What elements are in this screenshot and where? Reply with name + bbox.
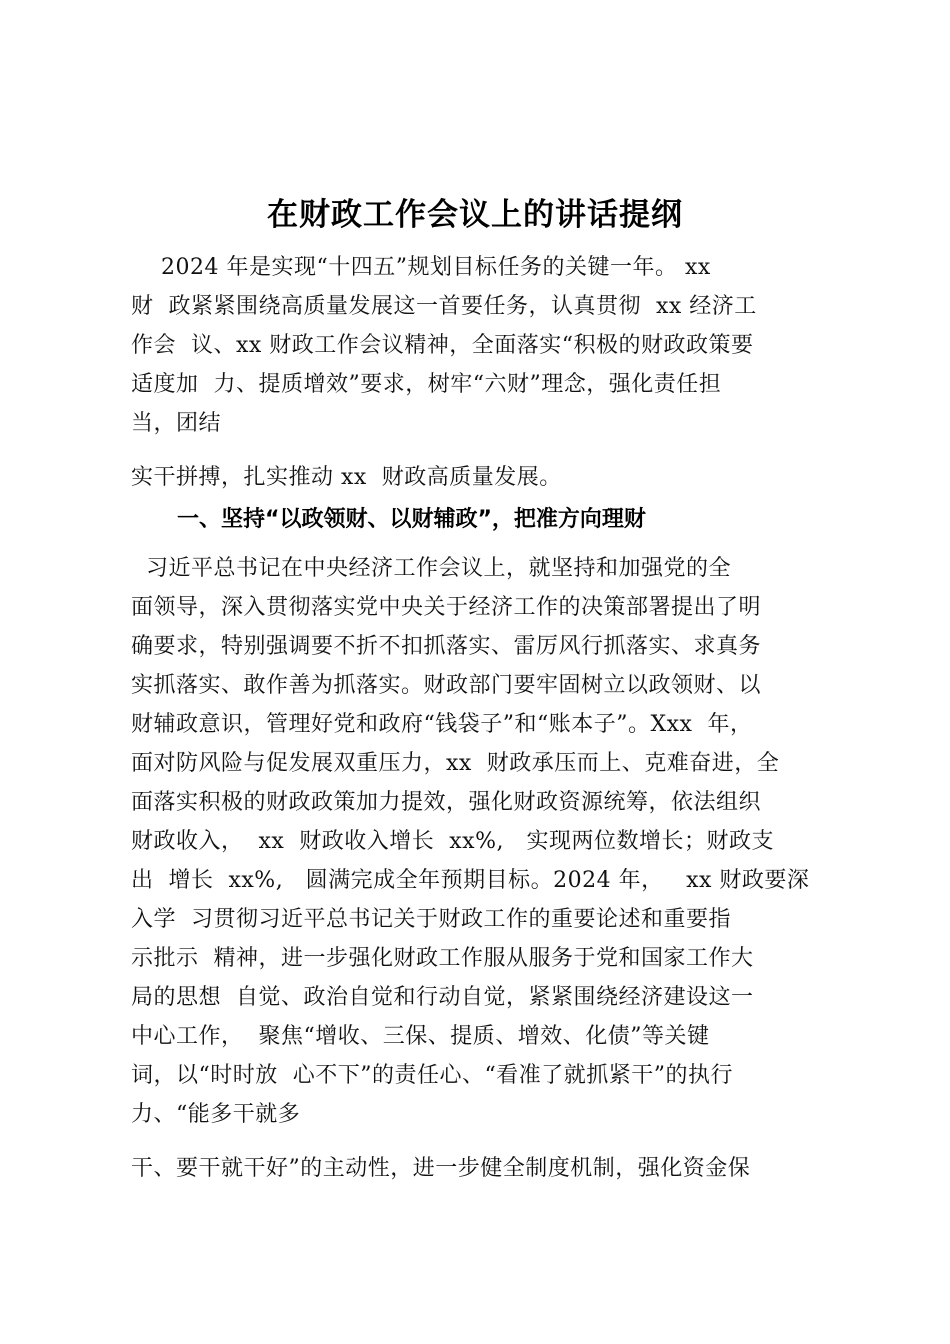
paragraph-line: 力、“能多干就多 xyxy=(131,1102,301,1127)
paragraph-line: 面对防风险与促发展双重压力，xx 财政承压而上、克难奋进，全 xyxy=(131,751,780,776)
paragraph-line: 适度加 力、提质增效”要求，树牢“六财”理念，强化责任担 xyxy=(131,372,722,397)
paragraph-line: 确要求，特别强调要不折不扣抓落实、雷厉风行抓落实、求真务 xyxy=(131,634,762,659)
paragraph-line: 入学 习贯彻习近平总书记关于财政工作的重要论述和重要指 xyxy=(131,907,731,932)
section-heading: 一、坚持“以政领财、以财辅政”，把准方向理财 xyxy=(177,507,646,532)
paragraph-line: 干、要干就干好”的主动性，进一步健全制度机制，强化资金保 xyxy=(131,1156,751,1181)
document-title: 在财政工作会议上的讲话提纲 xyxy=(267,197,683,233)
paragraph-line: 词，以“时时放 心不下”的责任心、“看准了就抓紧干”的执行 xyxy=(131,1063,733,1088)
paragraph-line: 2024 年是实现“十四五”规划目标任务的关键一年。 xx xyxy=(131,255,711,280)
paragraph-line: 习近平总书记在中央经济工作会议上，就坚持和加强党的全 xyxy=(131,556,731,581)
paragraph-line: 实干拼搏，扎实推动 xx 财政高质量发展。 xyxy=(131,465,562,490)
paragraph-line: 示批示 精神，进一步强化财政工作服从服务于党和国家工作大 xyxy=(131,946,754,971)
paragraph-line: 实抓落实、敢作善为抓落实。财政部门要牢固树立以政领财、以 xyxy=(131,673,762,698)
paragraph-line: 财政收入， xx 财政收入增长 xx%, 实现两位数增长；财政支 xyxy=(131,829,774,854)
paragraph-line: 财辅政意识，管理好党和政府“钱袋子”和“账本子”。Xxx 年， xyxy=(131,712,753,737)
paragraph-line: 出 增长 xx%, 圆满完成全年预期目标。2024 年， xx 财政要深 xyxy=(131,868,810,893)
paragraph-line: 中心工作， 聚焦“增收、三保、提质、增效、化债”等关键 xyxy=(131,1024,710,1049)
paragraph-line: 局的思想 自觉、政治自觉和行动自觉，紧紧围绕经济建设这一 xyxy=(131,985,754,1010)
paragraph-line: 作会 议、xx 财政工作会议精神，全面落实“积极的财政政策要 xyxy=(131,333,754,358)
paragraph-line: 财 政紧紧围绕高质量发展这一首要任务，认真贯彻 xx 经济工 xyxy=(131,294,757,319)
paragraph-line: 当，团结 xyxy=(131,411,222,436)
paragraph-line: 面落实积极的财政政策加力提效，强化财政资源统筹，依法组织 xyxy=(131,790,762,815)
paragraph-line: 面领导，深入贯彻落实党中央关于经济工作的决策部署提出了明 xyxy=(131,595,762,620)
